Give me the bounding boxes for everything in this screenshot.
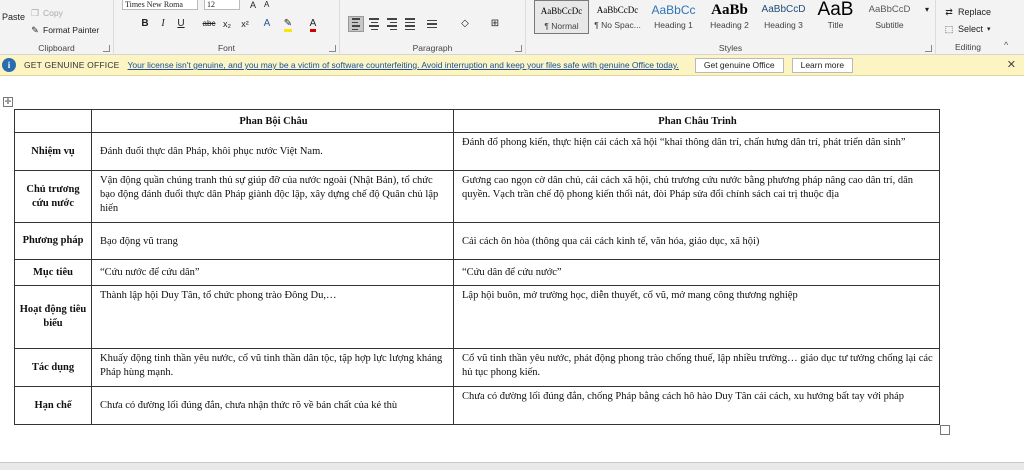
paragraph-group-label: Paragraph bbox=[412, 43, 453, 53]
borders-icon[interactable]: ⊞ bbox=[490, 18, 500, 29]
styles-group-label: Styles bbox=[718, 43, 743, 53]
table-cell[interactable]: Chưa có đường lối đúng đắn, chưa nhận thức rõ về bản chất của kẻ thù bbox=[92, 387, 454, 425]
underline-button[interactable]: U bbox=[177, 18, 185, 29]
row-header-cell[interactable]: Chủ trương cứu nước bbox=[15, 171, 92, 223]
subscript-button[interactable]: x₂ bbox=[223, 19, 231, 29]
get-genuine-office-button[interactable]: Get genuine Office bbox=[695, 58, 784, 73]
copy-icon: ❐ bbox=[30, 8, 40, 18]
table-cell[interactable]: Cải cách ôn hòa (thông qua cải cách kinh tế, văn hóa, giáo dục, xã hội) bbox=[454, 223, 940, 260]
select-label: Select bbox=[958, 24, 984, 34]
table-cell[interactable]: Đánh đuổi thực dân Pháp, khôi phục nước Việt Nam. bbox=[92, 133, 454, 171]
collapse-ribbon-icon[interactable]: ^ bbox=[1004, 40, 1009, 50]
learn-more-button[interactable]: Learn more bbox=[792, 58, 853, 73]
ribbon bbox=[0, 0, 1024, 55]
info-icon: i bbox=[2, 58, 16, 72]
superscript-button[interactable]: x² bbox=[241, 19, 249, 29]
style-preview: AaB bbox=[817, 0, 854, 20]
paragraph-launcher-icon[interactable] bbox=[515, 45, 522, 52]
italic-button[interactable]: I bbox=[161, 18, 165, 29]
format-painter-button[interactable] bbox=[30, 25, 99, 35]
justify-icon[interactable] bbox=[402, 16, 418, 32]
table-cell[interactable]: Gương cao ngọn cờ dân chủ, cải cách xã hội, chủ trương cứu nước bằng phương pháp nâng cao dân trí, dân quyền. Vạch trần chế độ phong kiến thối nát, đòi Pháp sửa đổi chính sách cai trị thuộc địa bbox=[454, 171, 940, 223]
editing-group-label: Editing bbox=[955, 42, 981, 52]
clipboard-group bbox=[0, 0, 114, 55]
style-name: Subtitle bbox=[875, 20, 904, 30]
row-header-cell[interactable]: Hạn chế bbox=[15, 387, 92, 425]
header-cell-empty[interactable] bbox=[15, 110, 92, 133]
clipboard-group-label: Clipboard bbox=[38, 43, 75, 53]
replace-button[interactable] bbox=[944, 7, 991, 17]
table-cell[interactable]: Đánh đổ phong kiến, thực hiện cải cách xã hội “khai thông dân trí, chấn hưng dân trí, phát triển dân sinh” bbox=[454, 133, 940, 171]
table-cell[interactable]: Khuấy động tinh thần yêu nước, cổ vũ tinh thần dân tộc, tập hợp lực lượng kháng Pháp hùng mạnh. bbox=[92, 349, 454, 387]
select-icon: ⬚ bbox=[944, 24, 954, 34]
table-row bbox=[15, 171, 940, 223]
row-header-cell[interactable]: Phương pháp bbox=[15, 223, 92, 260]
status-bar bbox=[0, 462, 1024, 470]
format-painter-label: Format Painter bbox=[43, 25, 100, 35]
message-title: GET GENUINE OFFICE bbox=[24, 60, 120, 70]
chevron-down-icon: ▾ bbox=[987, 26, 991, 33]
table-row bbox=[15, 286, 940, 349]
table-cell[interactable]: Chưa có đường lối đúng đắn, chống Pháp bằng cách hô hào Duy Tân cải cách, xu hướng bất tay với pháp bbox=[454, 387, 940, 425]
style-preview: AaBb bbox=[711, 2, 748, 18]
license-message-bar bbox=[0, 55, 1024, 76]
grow-font-icon[interactable]: A bbox=[250, 0, 257, 10]
font-size-select[interactable]: 12 bbox=[204, 0, 240, 10]
table-cell[interactable]: “Cứu nước để cứu dân” bbox=[92, 260, 454, 286]
shrink-font-icon[interactable]: A bbox=[264, 0, 270, 9]
style-name: Title bbox=[827, 20, 844, 30]
table-cell[interactable]: Bạo động vũ trang bbox=[92, 223, 454, 260]
style-name: Heading 3 bbox=[764, 20, 803, 30]
style-preview: AaBbCcDc bbox=[596, 5, 639, 15]
text-effects-button[interactable]: A bbox=[263, 18, 271, 29]
table-move-handle-icon[interactable]: ✛ bbox=[4, 97, 12, 106]
style-name: Heading 2 bbox=[710, 20, 749, 30]
font-launcher-icon[interactable] bbox=[329, 45, 336, 52]
copy-button[interactable] bbox=[30, 8, 63, 18]
font-color-button[interactable] bbox=[306, 16, 320, 32]
style-name: ¶ No Spac... bbox=[594, 20, 641, 30]
style-name: Heading 1 bbox=[654, 20, 693, 30]
table-resize-handle[interactable] bbox=[940, 425, 950, 435]
copy-label: Copy bbox=[43, 8, 63, 18]
table-row bbox=[15, 349, 940, 387]
highlight-icon[interactable]: ✎ bbox=[280, 16, 296, 32]
style-preview: AaBbCcD bbox=[761, 4, 806, 15]
header-cell[interactable]: Phan Bội Châu bbox=[92, 110, 454, 133]
font-color-label: A bbox=[310, 18, 317, 32]
style-heading-2[interactable] bbox=[702, 0, 757, 34]
style-heading-1[interactable] bbox=[646, 0, 701, 34]
align-left-icon[interactable] bbox=[348, 16, 364, 32]
table-cell[interactable]: Cổ vũ tinh thần yêu nước, phát động phong trào chống thuế, lập nhiều trường… giáo dục tư tưởng chống lại các hủ tục phong kiến. bbox=[454, 349, 940, 387]
align-center-icon[interactable] bbox=[366, 16, 382, 32]
strikethrough-button[interactable]: abc bbox=[202, 19, 216, 28]
style-heading-3[interactable] bbox=[756, 0, 811, 34]
styles-group bbox=[526, 0, 936, 55]
style-subtitle[interactable] bbox=[862, 0, 917, 34]
font-group-label: Font bbox=[217, 43, 235, 53]
styles-launcher-icon[interactable] bbox=[925, 45, 932, 52]
header-cell[interactable]: Phan Châu Trinh bbox=[454, 110, 940, 133]
style-no-spacing[interactable] bbox=[590, 0, 645, 34]
row-header-cell[interactable]: Tác dụng bbox=[15, 349, 92, 387]
styles-more-icon[interactable]: ▾ bbox=[924, 5, 929, 14]
style-preview: AaBbCcDc bbox=[540, 6, 583, 16]
line-spacing-icon[interactable] bbox=[424, 16, 440, 32]
align-right-icon[interactable] bbox=[384, 16, 400, 32]
clipboard-launcher-icon[interactable] bbox=[103, 45, 110, 52]
shading-icon[interactable]: ◇ bbox=[461, 18, 469, 29]
table-cell[interactable]: Vận động quần chúng tranh thủ sự giúp đỡ của nước ngoài (Nhật Bản), tổ chức bạo động đánh đuổi thực dân Pháp giành độc lập, xây dựng chế độ Quân chủ lập hiến bbox=[92, 171, 454, 223]
paste-label: Paste bbox=[2, 12, 26, 22]
table-row bbox=[15, 133, 940, 171]
bold-button[interactable]: B bbox=[141, 18, 149, 29]
style-normal[interactable] bbox=[534, 0, 589, 34]
paragraph-group bbox=[340, 0, 526, 55]
table-cell[interactable]: “Cứu dân để cứu nước” bbox=[454, 260, 940, 286]
table-row bbox=[15, 387, 940, 425]
style-title[interactable] bbox=[808, 0, 863, 34]
table-row bbox=[15, 223, 940, 260]
close-icon[interactable]: ✕ bbox=[1006, 59, 1016, 71]
table-row bbox=[15, 260, 940, 286]
style-name: ¶ Normal bbox=[544, 21, 579, 31]
replace-icon: ⇄ bbox=[945, 7, 953, 17]
paste-button[interactable] bbox=[2, 12, 25, 22]
style-preview: AaBbCcD bbox=[868, 4, 911, 15]
comparison-table bbox=[14, 109, 940, 425]
row-header-cell[interactable]: Hoạt động tiêu biểu bbox=[15, 286, 92, 349]
row-header-cell[interactable]: Mục tiêu bbox=[15, 260, 92, 286]
format-painter-icon: ✎ bbox=[31, 25, 39, 35]
style-preview: AaBbCc bbox=[651, 3, 696, 17]
row-header-cell[interactable]: Nhiệm vụ bbox=[15, 133, 92, 171]
table-header-row bbox=[15, 110, 940, 133]
table-cell[interactable]: Thành lập hội Duy Tân, tổ chức phong trào Đông Du,… bbox=[92, 286, 454, 349]
table-cell[interactable]: Lập hội buôn, mở trường học, diễn thuyết, cổ vũ, mở mang công thương nghiệp bbox=[454, 286, 940, 349]
replace-label: Replace bbox=[958, 7, 992, 17]
select-button[interactable] bbox=[944, 24, 991, 34]
font-group bbox=[114, 0, 340, 55]
message-link[interactable]: Your license isn't genuine, and you may be a victim of software counterfeiting. Avoid interruption and keep your files safe with genuine Office today. bbox=[127, 60, 679, 70]
font-name-select[interactable]: Times New Roma bbox=[122, 0, 198, 10]
